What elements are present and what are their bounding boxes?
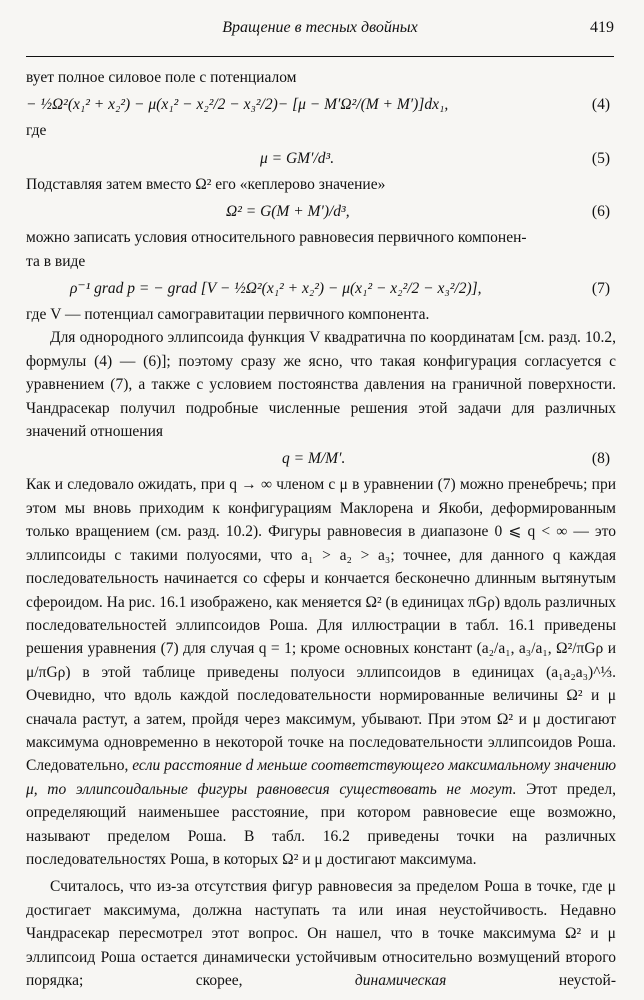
emphasized-statement: если расстояние d меньше соответствующего максимальному значению μ, то эллипсоидальные фигуры равновесия существовать не могут. — [26, 757, 617, 798]
equation-number: (4) — [591, 96, 610, 114]
equation-number: (5) — [591, 149, 610, 167]
equation-formula: ρ⁻¹ grad p = − grad [V − ½Ω²(x₁² + x₂²) − μ(x₁² − x₂²/2 − x₃²/2)], — [70, 280, 482, 298]
equation-formula: q = M/M′. — [282, 450, 346, 468]
equation-formula: − ½Ω²(x₁² + x₂²) − μ(x₁² − x₂²/2 − x₃²/2)− [μ − M′Ω²/(M + M′)]dx₁, — [26, 96, 449, 114]
equation-7 — [26, 273, 616, 303]
page-number: 419 — [590, 19, 614, 36]
chapter-title: Вращение в тесных двойных — [222, 19, 418, 36]
equation-number: (8) — [591, 450, 610, 468]
equation-6 — [26, 196, 616, 226]
text-line: где V — потенциал самогравитации первичного компонента. — [26, 306, 430, 324]
text-line: та в виде — [26, 252, 86, 270]
text-line: где — [26, 122, 47, 140]
equation-number: (7) — [591, 280, 610, 298]
paragraph — [26, 875, 616, 992]
text-line: можно записать условия относительного равновесия первичного компонен- — [26, 229, 527, 247]
text-line: вует полное силовое поле с потенциалом — [26, 69, 297, 86]
paragraph-text: Как и следовало ожидать, при q → ∞ членом с μ в уравнении (7) можно пренебречь; при этом мы вновь приходим к конфигурациям Маклорена и Якоби, деформированным только вращением (см. разд. 10.2). Фигуры равновесия в диапазоне 0 ⩽ q < ∞ — это эллипсоиды с такими полуосями, что a₁ > a₂ > a₃; точнее, для данного q каждая последовательность начинается со сферы и кончается бесконечно длинным вытянутым сфероидом. На рис. 16.1 изображено, как меняется Ω² (в единицах πGρ) вдоль различных последовательностей эллипсоидов Роша. Для иллюстрации в табл. 16.1 приведены решения уравнения (7) для случая q = 1; кроме основных констант (a₂/a₁, a₃/a₁, Ω²/πGρ и μ/πGρ) в этой таблице приведены полуоси эллипсоидов в единицах (a₁a₂a₃)^⅓. Очевидно, что вдоль каждой последовательности нормированные величины Ω² и μ сначала растут, а затем, пройдя через максимум, убывают. При этом Ω² и μ достигают максимума одновременно в некоторой точке на последовательности эллипсоидов Роша. Следовательно, — [26, 476, 617, 775]
emphasized-word: динамическая — [354, 972, 447, 989]
text-line: Подставляя затем вместо Ω² его «кеплерово значение» — [26, 175, 386, 193]
equation-8 — [26, 443, 616, 473]
running-header — [26, 19, 614, 41]
equation-formula: Ω² = G(M + M′)/d³, — [226, 203, 350, 221]
paragraph — [26, 473, 616, 871]
equation-formula: μ = GM′/d³. — [260, 149, 335, 167]
paragraph-text: Считалось, что из-за отсутствия фигур равновесия за пределом Роша в точке, где μ достигает максимума, должна наступать та или иная неустойчивость. Недавно Чандрасекар пересмотрел этот вопрос. Он нашел, что в точке максимума Ω² и μ эллипсоид Роша остается динамически устойчивым относительно возмущений второго порядка; скорее, — [26, 878, 616, 989]
text-body — [26, 66, 616, 992]
paragraph-text: неустой- — [558, 972, 617, 989]
equation-4 — [26, 89, 616, 119]
equation-5 — [26, 143, 616, 173]
paragraph: Для однородного эллипсоида функция V квадратична по координатам [см. разд. 10.2, формулы (4) — (6)]; поэтому сразу же ясно, что такая конфигурация согласуется с уравнением (7), а также с условием постоянства давления на граничной поверхности. Чандрасекар получил подробные численные решения этой задачи для различных значений отношения — [26, 329, 616, 441]
header-rule — [26, 56, 614, 57]
paragraph-text: Этот предел, определяющий наименьшее расстояние, при котором равновесие еще возможно, называют пределом Роша. В табл. 16.2 приведены точки на различных последовательностях Роша, в которых Ω² и μ достигают максимума. — [26, 780, 617, 868]
equation-number: (6) — [591, 203, 610, 221]
